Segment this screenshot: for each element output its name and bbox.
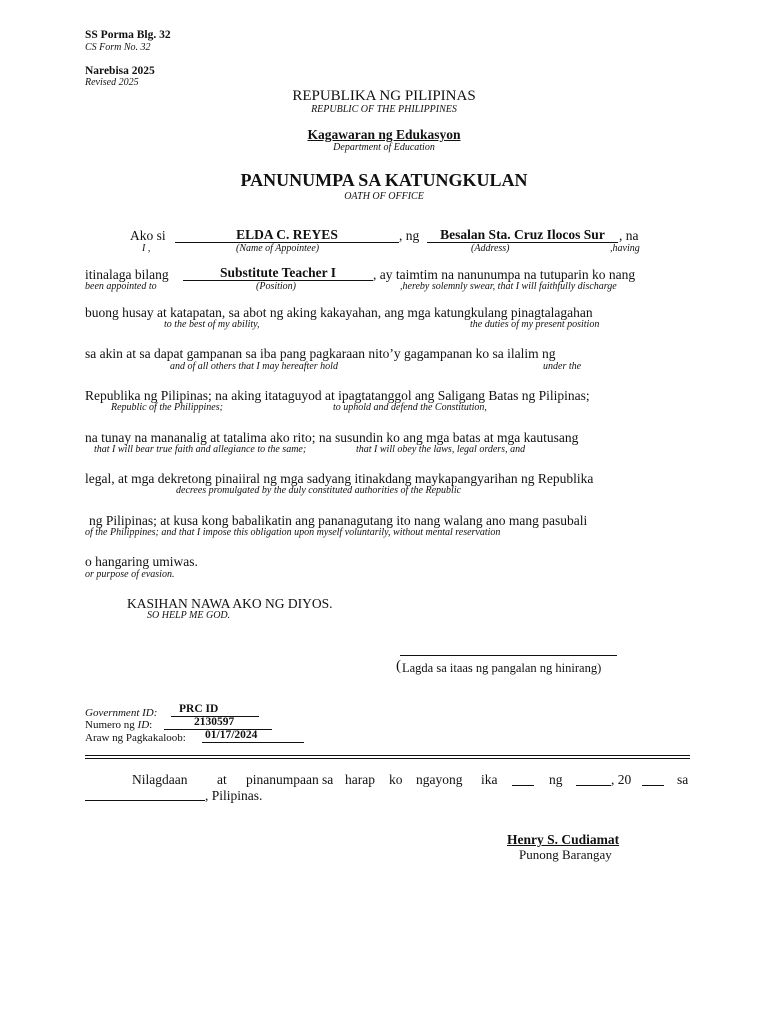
divider-bottom xyxy=(85,758,690,759)
year-blank[interactable] xyxy=(642,785,664,786)
attest-word-6: ko xyxy=(389,772,403,787)
appointee-name-field[interactable]: ELDA C. REYES xyxy=(175,227,399,243)
department-title: Kagawaran ng Edukasyon xyxy=(307,127,461,142)
attest-year-prefix: , 20 xyxy=(611,772,632,787)
republic-title-en: REPUBLIC OF THE PHILIPPINES xyxy=(311,104,457,115)
id-number-label-c: : xyxy=(149,719,153,731)
gov-id-field[interactable]: PRC ID xyxy=(171,703,259,717)
revision-en: Revised 2025 xyxy=(85,77,139,88)
oath-title: PANUNUMPA SA KATUNGKULAN xyxy=(240,170,528,190)
official-name: Henry S. Cudiamat xyxy=(507,832,620,847)
oath-l2-b: , ay taimtim na nanunumpa na tutuparin ko nang xyxy=(373,267,636,282)
oath-l9-sub: or purpose of evasion. xyxy=(85,569,175,580)
oath-l3-sub-a: to the best of my ability, xyxy=(164,319,260,330)
revision: Narebisa 2025 xyxy=(85,65,155,77)
oath-l6-sub-b: that I will obey the laws, legal orders, and xyxy=(356,444,526,455)
date-issued-field[interactable]: 01/17/2024 xyxy=(202,729,304,743)
department-title-en: Department of Education xyxy=(333,142,435,153)
oath-l1-sub-b: (Name of Appointee) xyxy=(236,243,320,254)
month-blank[interactable] xyxy=(576,785,611,786)
oath-l1-sub-a: I , xyxy=(142,243,151,254)
oath-l4-sub-b: under the xyxy=(543,361,582,372)
oath-l4: sa akin at sa dapat gampanan sa iba pang pagkaraan nito’y gagampanan ko sa ilalim ng xyxy=(85,346,556,361)
signature-paren: ( xyxy=(396,658,401,674)
divider-top xyxy=(85,755,690,756)
place-blank[interactable] xyxy=(85,800,205,801)
oath-l6: na tunay na mananalig at tatalima ako rito; na susundin ko ang mga batas at mga kautusang xyxy=(85,430,579,445)
attest-word-2: at xyxy=(217,772,227,787)
oath-l5-sub-a: Republic of the Philippines; xyxy=(111,402,223,413)
attest-word-5: harap xyxy=(345,772,375,787)
oath-l1-sub-c: (Address) xyxy=(471,243,510,254)
signature-line[interactable] xyxy=(400,655,617,656)
attest-word-1: Nilagdaan xyxy=(132,772,188,787)
attest-word-7: ngayong xyxy=(416,772,463,787)
form-number-en: CS Form No. 32 xyxy=(85,42,151,53)
attest-word-10: sa xyxy=(677,772,689,787)
republic-title: REPUBLIKA NG PILIPINAS xyxy=(292,88,476,104)
signature-label: Lagda sa itaas ng pangalan ng hinirang) xyxy=(402,661,602,675)
oath-l2-sub-b: (Position) xyxy=(256,281,296,292)
oath-l5: Republika ng Pilipinas; na aking itataguyod at ipagtatanggol ang Saligang Batas ng Pilipinas; xyxy=(85,388,590,403)
attest-word-8: ika xyxy=(481,772,498,787)
oath-l4-sub-a: and of all others that I may hereafter hold xyxy=(170,361,338,372)
date-issued-label: Araw ng Pagkakaloob: xyxy=(85,732,186,744)
oath-l1-sub-d: ,having xyxy=(610,243,640,254)
oath-l7: legal, at mga dekretong pinaiiral ng mga sadyang itinakdang maykapangyarihan ng Republika xyxy=(85,471,594,486)
form-number: SS Porma Blg. 32 xyxy=(85,29,171,41)
attest-word-9: ng xyxy=(549,772,563,787)
oath-l1-b: , ng xyxy=(399,228,420,243)
attest-place-suffix: , Pilipinas. xyxy=(205,788,263,803)
oath-l1-c: , na xyxy=(619,228,639,243)
attest-word-4: sa xyxy=(322,772,334,787)
oath-l7-sub: decrees promulgated by the duly constituted authorities of the Republic xyxy=(176,485,462,496)
id-number-label-a: Numero ng xyxy=(85,719,138,731)
address-field[interactable]: Besalan Sta. Cruz Ilocos Sur xyxy=(427,227,618,243)
oath-l3-sub-b: the duties of my present position xyxy=(470,319,600,330)
attest-word-3: pinanumpaan xyxy=(246,772,319,787)
oath-l8-sub: of the Philippines; and that I impose this obligation upon myself voluntarily, without mental reservation xyxy=(85,527,501,538)
oath-l5-sub-b: to uphold and defend the Constitution, xyxy=(333,402,487,413)
position-field[interactable]: Substitute Teacher I xyxy=(183,265,373,281)
gov-id-label: Government ID: xyxy=(85,707,158,719)
oath-l9: o hangaring umiwas. xyxy=(85,554,198,569)
id-number-field[interactable]: 2130597 xyxy=(164,716,272,730)
oath-l1-a: Ako si xyxy=(130,228,166,243)
id-number-label xyxy=(85,719,152,731)
oath-l2-a: itinalaga bilang xyxy=(85,267,169,282)
oath-l8: ng Pilipinas; at kusa kong babalikatin ang pananagutang ito nang walang ano mang pasubali xyxy=(89,513,588,528)
oath-title-en: OATH OF OFFICE xyxy=(344,191,424,202)
oath-l2-sub-a: been appointed to xyxy=(85,281,157,292)
oath-l6-sub-a: that I will bear true faith and allegiance to the same; xyxy=(94,444,307,455)
so-help-me-god-en: SO HELP ME GOD. xyxy=(147,610,231,621)
oath-l2-sub-c: ,hereby solemnly swear, that I will faithfully discharge xyxy=(400,281,617,292)
oath-l3: buong husay at katapatan, sa abot ng aking kakayahan, ang mga katungkulang pinagtalagahan xyxy=(85,305,593,320)
so-help-me-god: KASIHAN NAWA AKO NG DIYOS. xyxy=(127,596,333,611)
official-title: Punong Barangay xyxy=(519,847,612,862)
id-number-label-b: ID xyxy=(137,719,150,731)
day-blank[interactable] xyxy=(512,785,534,786)
